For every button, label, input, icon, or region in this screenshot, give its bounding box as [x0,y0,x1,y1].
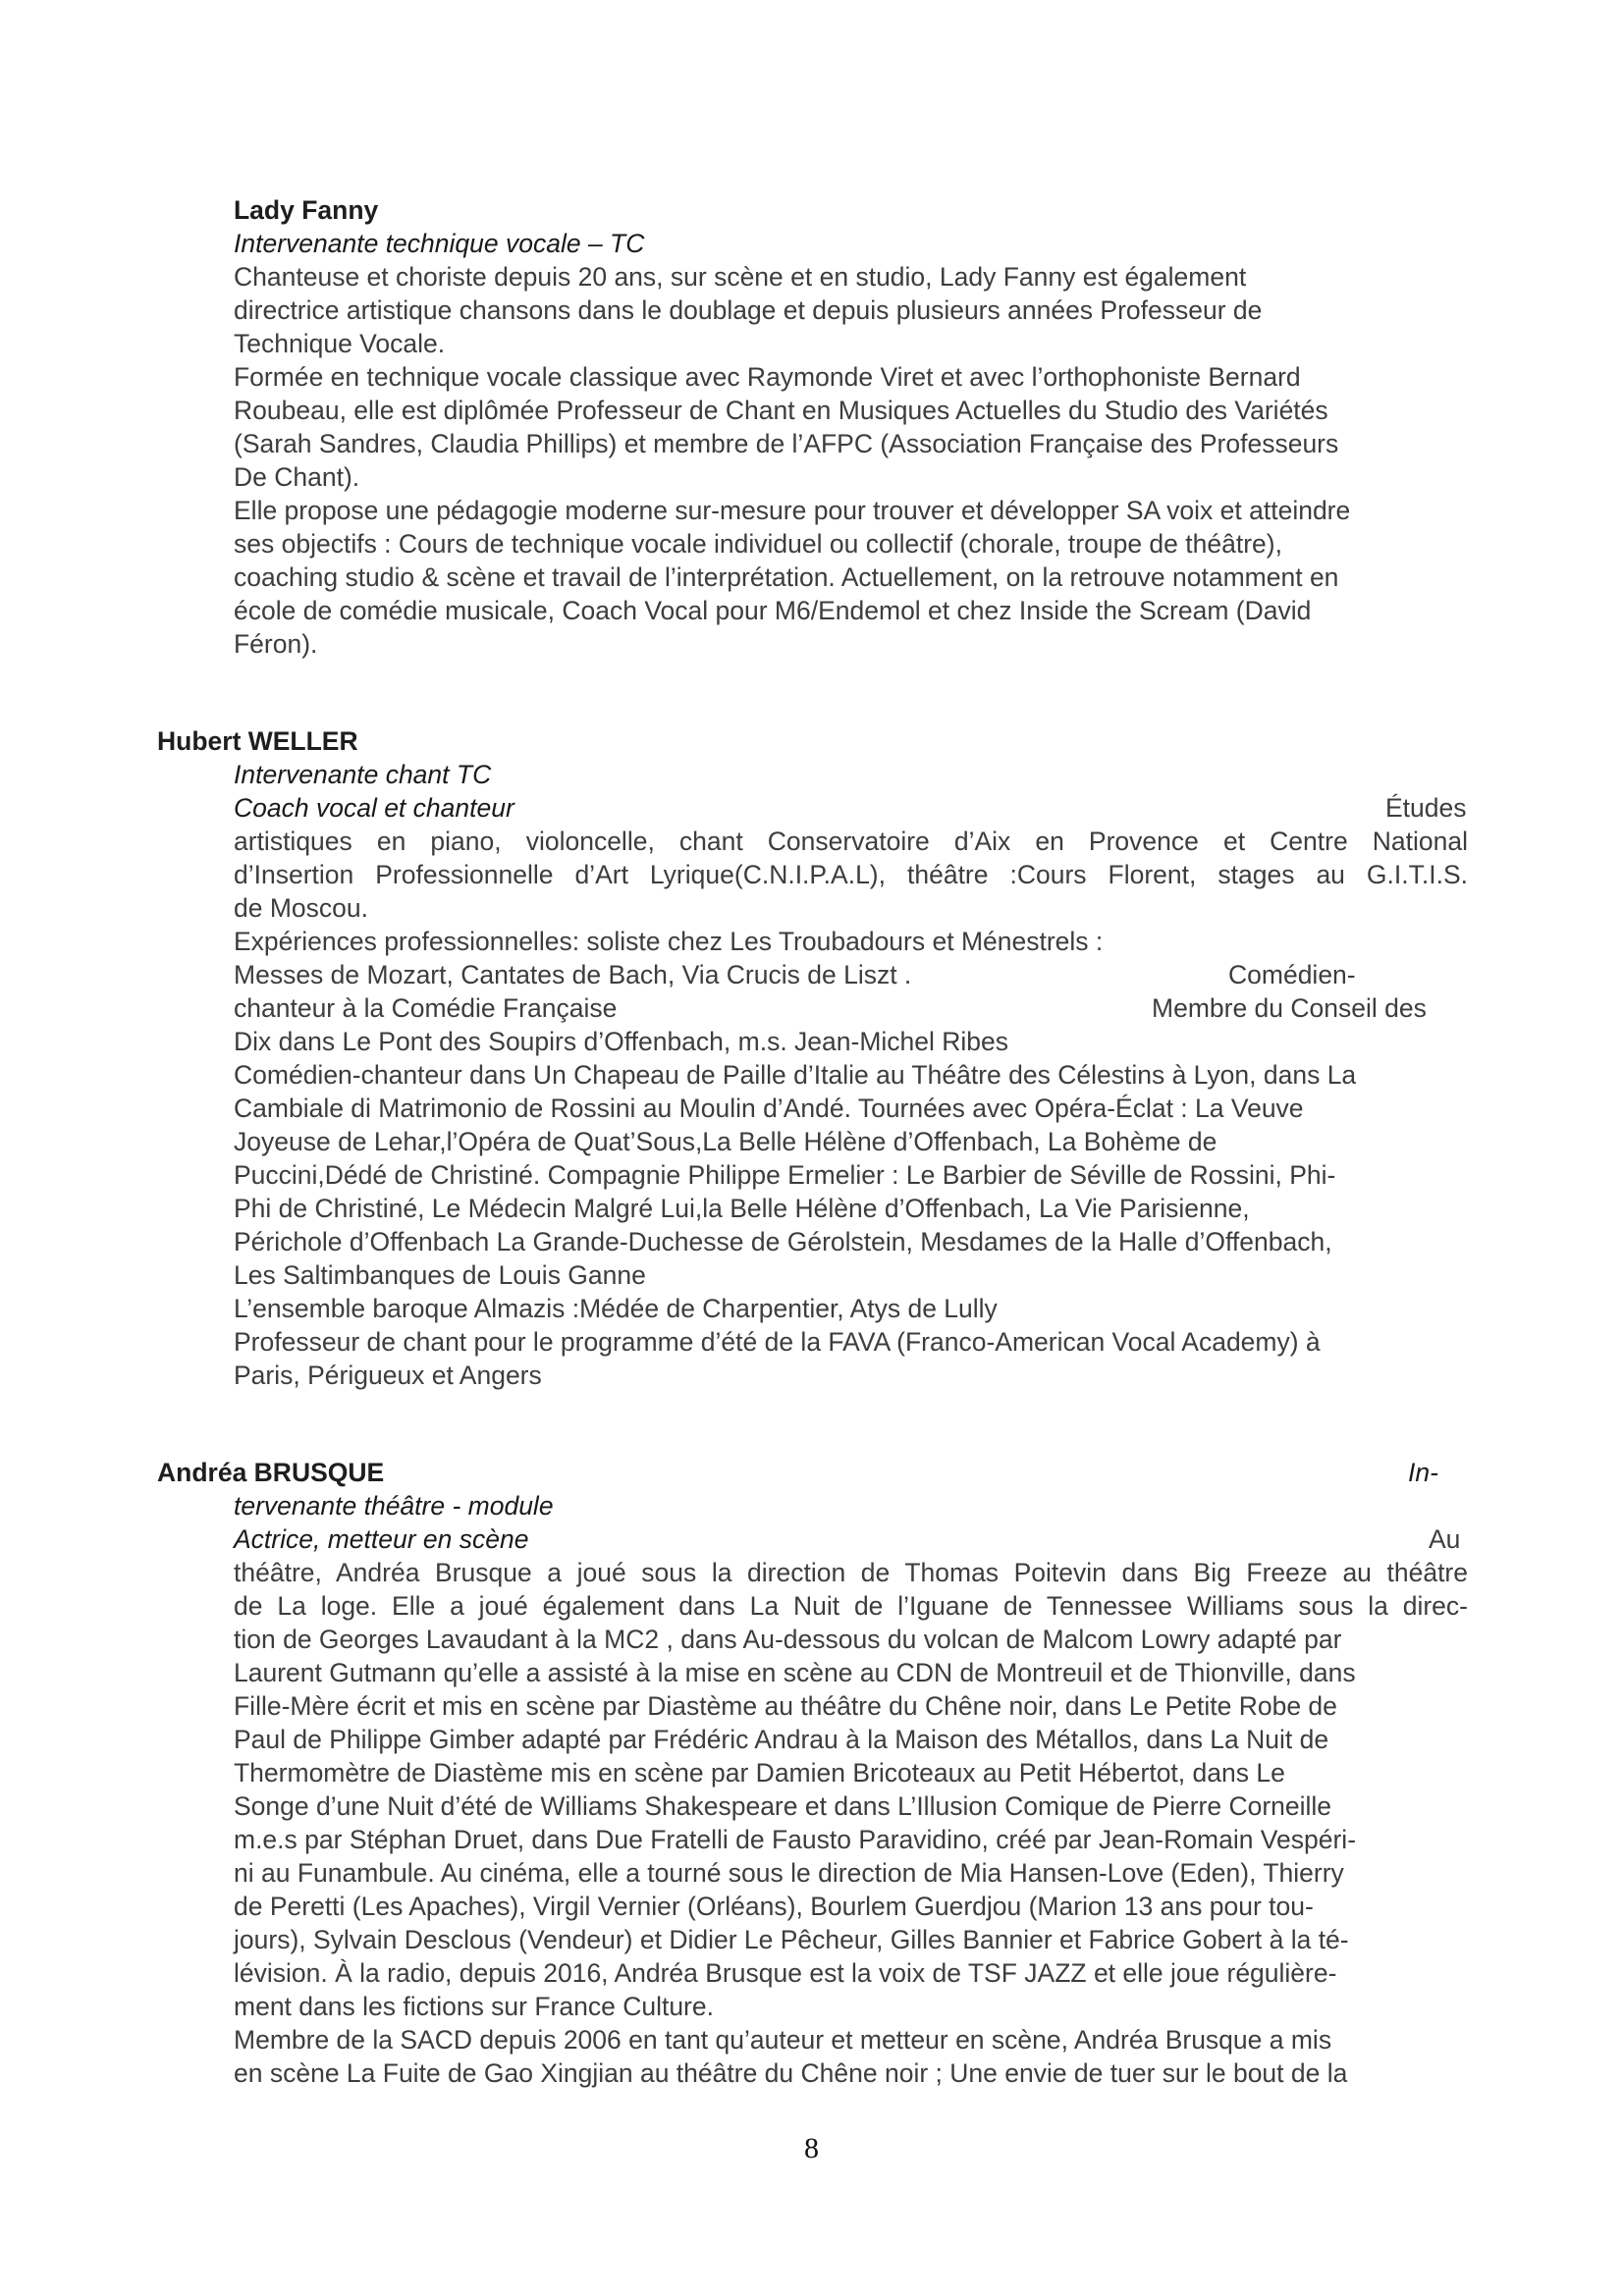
bio-line: artistiques en piano, violoncelle, chant Conservatoire d’Aix en Provence et Centre National [234,827,1468,856]
bio-line: Messes de Mozart, Cantates de Bach, Via Crucis de Liszt . [234,960,912,989]
bio-line: Les Saltimbanques de Louis Ganne [234,1260,646,1290]
bio-line: Comédien-chanteur dans Un Chapeau de Paille d’Italie au Théâtre des Célestins à Lyon, dans La [234,1060,1357,1090]
bio-name: Hubert WELLER [157,726,358,756]
bio-line: ses objectifs : Cours de technique vocale individuel ou collectif (chorale, troupe de théâtre), [234,529,1282,559]
bio-line: Phi de Christiné, Le Médecin Malgré Lui,la Belle Hélène d’Offenbach, La Vie Parisienne, [234,1194,1250,1223]
bio-line: chanteur à la Comédie Française [234,993,618,1023]
bio-line: Paul de Philippe Gimber adapté par Frédéric Andrau à la Maison des Métallos, dans La Nuit de [234,1725,1329,1754]
bio-role: Intervenante technique vocale – TC [234,229,645,258]
bio-line: école de comédie musicale, Coach Vocal pour M6/Endemol et chez Inside the Scream (David [234,596,1312,625]
bio-line: théâtre, Andréa Brusque a joué sous la direction de Thomas Poitevin dans Big Freeze au théâtre [234,1558,1468,1587]
bio-line: ni au Funambule. Au cinéma, elle a tourné sous le direction de Mia Hansen-Love (Eden), Thierry [234,1858,1344,1888]
bio-line: coaching studio & scène et travail de l’interprétation. Actuellement, on la retrouve notamment en [234,562,1339,592]
page-number: 8 [804,2132,819,2164]
bio-line: Études [1385,793,1467,823]
bio-line: Dix dans Le Pont des Soupirs d’Offenbach, m.s. Jean-Michel Ribes [234,1027,1009,1056]
bio-line: Cambiale di Matrimonio de Rossini au Moulin d’Andé. Tournées avec Opéra-Éclat : La Veuve [234,1094,1304,1123]
bio-line: en scène La Fuite de Gao Xingjian au théâtre du Chêne noir ; Une envie de tuer sur le bout de la [234,2058,1348,2088]
bio-role-start: In- [1408,1458,1438,1487]
bio-line: m.e.s par Stéphan Druet, dans Due Fratelli de Fausto Paravidino, créé par Jean-Romain Vespéri- [234,1825,1357,1854]
bio-line: jours), Sylvain Desclous (Vendeur) et Didier Le Pêcheur, Gilles Bannier et Fabrice Gobert à la té- [234,1925,1349,1954]
bio-line: tion de Georges Lavaudant à la MC2 , dans Au-dessous du volcan de Malcom Lowry adapté par [234,1625,1342,1654]
bio-line: Féron). [234,629,318,659]
bio-line: de La loge. Elle a joué également dans La Nuit de l’Iguane de Tennessee Williams sous la direc- [234,1591,1468,1621]
bio-line: Membre de la SACD depuis 2006 en tant qu’auteur et metteur en scène, Andréa Brusque a mis [234,2025,1332,2055]
bio-line: Professeur de chant pour le programme d’été de la FAVA (Franco-American Vocal Academy) à [234,1327,1321,1357]
bio-line: Au [1429,1524,1461,1554]
bio-role: Intervenante chant TC [234,760,492,789]
bio-line: Roubeau, elle est diplômée Professeur de Chant en Musiques Actuelles du Studio des Variétés [234,396,1328,425]
bio-subrole: Coach vocal et chanteur [234,793,514,823]
bio-line: Paris, Périgueux et Angers [234,1361,542,1390]
bio-role: tervenante théâtre - module [234,1491,554,1521]
bio-line: Puccini,Dédé de Christiné. Compagnie Philippe Ermelier : Le Barbier de Séville de Rossini, Phi- [234,1160,1336,1190]
bio-line: Membre du Conseil des [1152,993,1427,1023]
bio-line: de Moscou. [234,893,368,923]
bio-name: Andréa BRUSQUE [157,1458,385,1487]
bio-line: Périchole d’Offenbach La Grande-Duchesse de Gérolstein, Mesdames de la Halle d’Offenbach, [234,1227,1332,1256]
bio-line: L’ensemble baroque Almazis :Médée de Charpentier, Atys de Lully [234,1294,998,1323]
bio-line: Technique Vocale. [234,329,446,358]
bio-line: Songe d’une Nuit d’été de Williams Shakespeare et dans L’Illusion Comique de Pierre Corneille [234,1791,1332,1821]
bio-line: lévision. À la radio, depuis 2016, Andréa Brusque est la voix de TSF JAZZ et elle joue régulière- [234,1958,1337,1988]
bio-line: Elle propose une pédagogie moderne sur-mesure pour trouver et développer SA voix et atteindre [234,496,1351,525]
bio-line: directrice artistique chansons dans le doublage et depuis plusieurs années Professeur de [234,295,1263,325]
bio-line: (Sarah Sandres, Claudia Phillips) et membre de l’AFPC (Association Française des Professeurs [234,429,1339,458]
bio-line: Chanteuse et choriste depuis 20 ans, sur scène et en studio, Lady Fanny est également [234,262,1247,292]
bio-line: Fille-Mère écrit et mis en scène par Diastème au théâtre du Chêne noir, dans Le Petite Robe de [234,1691,1337,1721]
bio-line: ment dans les fictions sur France Culture. [234,1992,714,2021]
bio-line: d’Insertion Professionnelle d’Art Lyrique(C.N.I.P.A.L), théâtre :Cours Florent, stages au G.I.T.I.S. [234,860,1468,889]
bio-line: de Peretti (Les Apaches), Virgil Vernier (Orléans), Bourlem Guerdjou (Marion 13 ans pour tou- [234,1892,1314,1921]
bio-line: Laurent Gutmann qu’elle a assisté à la mise en scène au CDN de Montreuil et de Thionville, dans [234,1658,1356,1687]
bio-name: Lady Fanny [234,195,379,225]
bio-line: Expériences professionnelles: soliste chez Les Troubadours et Ménestrels : [234,927,1104,956]
bio-line: De Chant). [234,462,360,492]
bio-line: Joyeuse de Lehar,l’Opéra de Quat’Sous,La Belle Hélène d’Offenbach, La Bohème de [234,1127,1217,1156]
bio-line: Thermomètre de Diastème mis en scène par Damien Bricoteaux au Petit Hébertot, dans Le [234,1758,1285,1788]
bio-subrole: Actrice, metteur en scène [234,1524,529,1554]
bio-line: Formée en technique vocale classique avec Raymonde Viret et avec l’orthophoniste Bernard [234,362,1301,392]
bio-line: Comédien- [1228,960,1356,989]
